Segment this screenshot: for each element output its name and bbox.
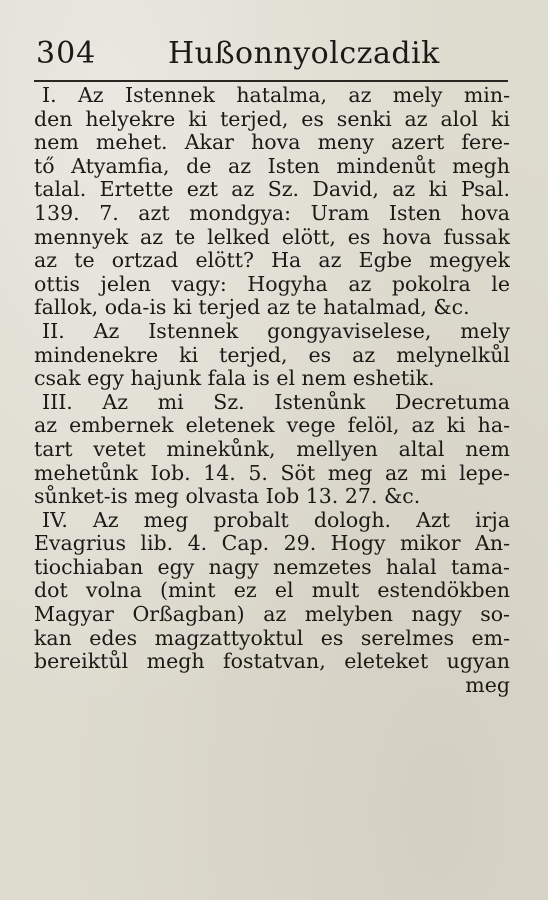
- text-line: Magyar Orßagban) az melyben nagy so-: [34, 603, 510, 627]
- text-line: mennyek az te lelked elött, es hova fussak: [34, 225, 510, 249]
- text-line: az embernek eletenek vege felöl, az ki ha-: [34, 414, 510, 438]
- text-line: tart vetet minekůnk, mellyen altal nem: [34, 437, 510, 461]
- text-line: fallok, oda-is ki terjed az te hatalmad, &c.: [34, 296, 470, 320]
- text-line: tiochiaban egy nagy nemzetes halal tama-: [34, 555, 510, 579]
- header-rule: [34, 80, 508, 82]
- text-line: kan edes magzattyoktul es serelmes em-: [34, 626, 510, 650]
- text-line: dot volna (mint ez el mult estendökben: [34, 579, 510, 603]
- text-line: 139. 7. azt mondgya: Uram Isten hova: [34, 201, 510, 225]
- page-header: [36, 34, 508, 78]
- text-line: ottis jelen vagy: Hogyha az pokolra le: [34, 272, 510, 296]
- text-line: III. Az mi Sz. Istenůnk Decretuma: [42, 390, 510, 414]
- text-line: I. Az Istennek hatalma, az mely min-: [42, 84, 510, 107]
- text-line: sůnket-is meg olvasta Iob 13. 27. &c.: [34, 485, 421, 509]
- text-line: IV. Az meg probalt dologh. Azt irja: [42, 508, 510, 532]
- text-line: az te ortzad elött? Ha az Egbe megyek: [34, 249, 510, 273]
- text-line: talal. Ertette ezt az Sz. David, az ki Psal.: [34, 178, 510, 202]
- text-line: Evagrius lib. 4. Cap. 29. Hogy mikor An-: [34, 532, 510, 556]
- text-line: II. Az Istennek gongyaviselese, mely: [42, 319, 510, 343]
- catchword: meg: [465, 673, 510, 697]
- text-line: mehetůnk Iob. 14. 5. Söt meg az mi lepe-: [34, 461, 510, 485]
- text-line: mindenekre ki terjed, es az melynelkůl: [34, 343, 510, 367]
- body-text: [34, 84, 510, 697]
- text-line: tő Atyamfia, de az Isten mindenůt megh: [34, 154, 510, 178]
- text-line: den helyekre ki terjed, es senki az alol ki: [34, 107, 510, 131]
- page-number: 304: [36, 36, 97, 71]
- running-title: Hußonnyolczadik: [168, 36, 440, 71]
- text-line: bereiktůl megh fostatvan, eleteket ugyan: [34, 650, 510, 674]
- text-line: nem mehet. Akar hova meny azert fere-: [34, 131, 510, 155]
- text-line: csak egy hajunk fala is el nem eshetik.: [34, 367, 435, 391]
